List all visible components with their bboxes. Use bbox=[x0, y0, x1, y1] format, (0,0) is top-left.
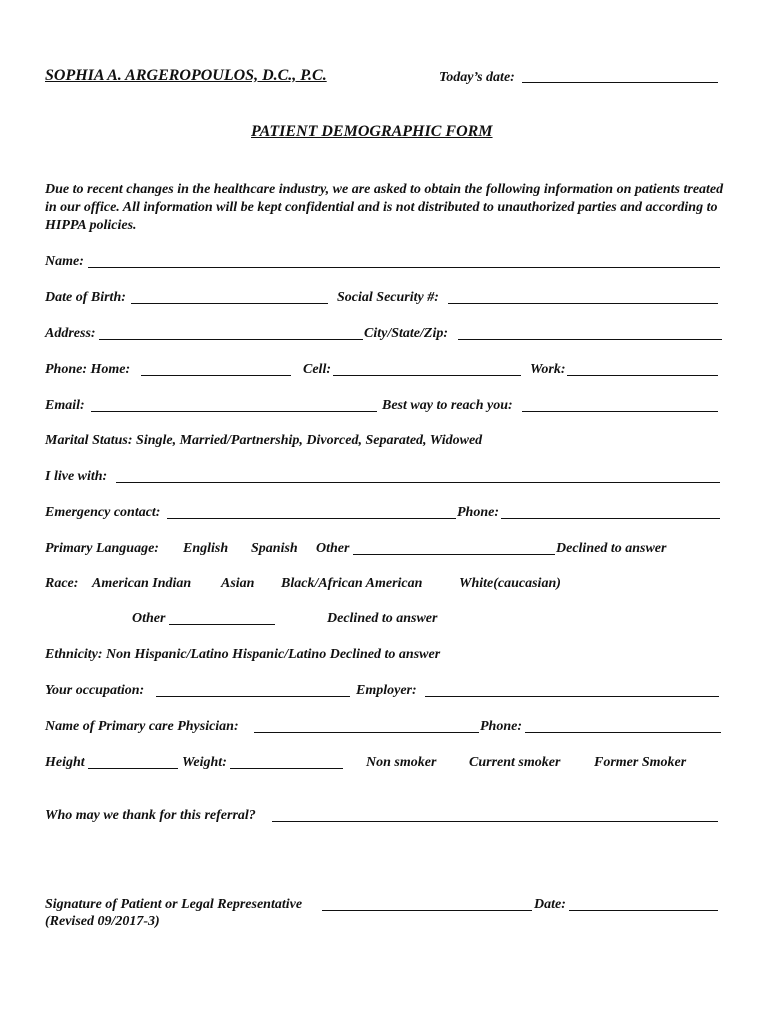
physician-label: Name of Primary care Physician: bbox=[45, 719, 239, 734]
height-field[interactable] bbox=[88, 756, 178, 769]
form-title: PATIENT DEMOGRAPHIC FORM bbox=[251, 123, 493, 140]
lang-spanish-option[interactable]: Spanish bbox=[251, 541, 298, 556]
email-field[interactable] bbox=[91, 399, 377, 412]
occupation-field[interactable] bbox=[156, 684, 350, 697]
work-label: Work: bbox=[530, 362, 566, 377]
race-white-option[interactable]: White(caucasian) bbox=[459, 576, 561, 591]
address-field[interactable] bbox=[99, 327, 363, 340]
cell-field[interactable] bbox=[333, 363, 521, 376]
race-asian-option[interactable]: Asian bbox=[221, 576, 255, 591]
former-smoker-option[interactable]: Former Smoker bbox=[594, 755, 687, 770]
current-smoker-option[interactable]: Current smoker bbox=[469, 755, 561, 770]
physician-phone-field[interactable] bbox=[525, 720, 721, 733]
referral-label: Who may we thank for this referral? bbox=[45, 808, 256, 823]
city-state-zip-label: City/State/Zip: bbox=[364, 326, 448, 341]
work-field[interactable] bbox=[567, 363, 718, 376]
emergency-phone-field[interactable] bbox=[501, 506, 720, 519]
emergency-phone-label: Phone: bbox=[457, 505, 499, 520]
race-other-field[interactable] bbox=[169, 612, 275, 625]
signature-date-field[interactable] bbox=[569, 898, 718, 911]
cell-label: Cell: bbox=[303, 362, 331, 377]
weight-label: Weight: bbox=[182, 755, 227, 770]
live-with-label: I live with: bbox=[45, 469, 108, 484]
primary-language-label: Primary Language: bbox=[45, 541, 159, 556]
dob-label: Date of Birth: bbox=[45, 290, 126, 305]
city-state-zip-field[interactable] bbox=[458, 327, 722, 340]
intro-paragraph: Due to recent changes in the healthcare industry, we are asked to obtain the following information on patients treated in our office. All information will be kept confidential and is not distributed to unauthorized parties and according to HIPPA policies. bbox=[45, 182, 724, 233]
emergency-contact-field[interactable] bbox=[167, 506, 456, 519]
referral-field[interactable] bbox=[272, 809, 718, 822]
race-american-indian-option[interactable]: American Indian bbox=[92, 576, 192, 591]
lang-other-option[interactable]: Other bbox=[316, 541, 350, 556]
revision-note: (Revised 09/2017-3) bbox=[45, 914, 160, 929]
address-label: Address: bbox=[45, 326, 96, 341]
race-other-option[interactable]: Other bbox=[132, 611, 166, 626]
race-label: Race: bbox=[45, 576, 79, 591]
ethnicity-options[interactable]: Ethnicity: Non Hispanic/Latino Hispanic/Latino Declined to answer bbox=[45, 647, 441, 662]
best-way-field[interactable] bbox=[522, 399, 718, 412]
name-field[interactable] bbox=[88, 255, 720, 268]
live-with-field[interactable] bbox=[116, 470, 720, 483]
physician-phone-label: Phone: bbox=[480, 719, 522, 734]
todays-date-field[interactable] bbox=[522, 70, 718, 83]
occupation-label: Your occupation: bbox=[45, 683, 145, 698]
signature-label: Signature of Patient or Legal Representative bbox=[45, 897, 303, 912]
ssn-label: Social Security #: bbox=[337, 290, 439, 305]
dob-field[interactable] bbox=[131, 291, 328, 304]
lang-declined-option[interactable]: Declined to answer bbox=[556, 541, 667, 556]
weight-field[interactable] bbox=[230, 756, 343, 769]
lang-other-field[interactable] bbox=[353, 542, 555, 555]
race-black-option[interactable]: Black/African American bbox=[281, 576, 423, 591]
emergency-contact-label: Emergency contact: bbox=[45, 505, 161, 520]
physician-field[interactable] bbox=[254, 720, 479, 733]
phone-home-field[interactable] bbox=[141, 363, 291, 376]
signature-date-label: Date: bbox=[534, 897, 566, 912]
signature-field[interactable] bbox=[322, 898, 532, 911]
practice-name: SOPHIA A. ARGEROPOULOS, D.C., P.C. bbox=[45, 67, 327, 84]
lang-english-option[interactable]: English bbox=[183, 541, 229, 556]
marital-status[interactable]: Marital Status: Single, Married/Partnership, Divorced, Separated, Widowed bbox=[45, 433, 483, 448]
non-smoker-option[interactable]: Non smoker bbox=[366, 755, 437, 770]
employer-label: Employer: bbox=[356, 683, 417, 698]
todays-date-label: Today’s date: bbox=[439, 70, 515, 85]
phone-home-label: Phone: Home: bbox=[45, 362, 131, 377]
name-label: Name: bbox=[45, 254, 84, 269]
employer-field[interactable] bbox=[425, 684, 719, 697]
email-label: Email: bbox=[45, 398, 85, 413]
ssn-field[interactable] bbox=[448, 291, 718, 304]
height-label: Height bbox=[45, 755, 85, 770]
best-way-label: Best way to reach you: bbox=[382, 398, 513, 413]
race-declined-option[interactable]: Declined to answer bbox=[327, 611, 438, 626]
